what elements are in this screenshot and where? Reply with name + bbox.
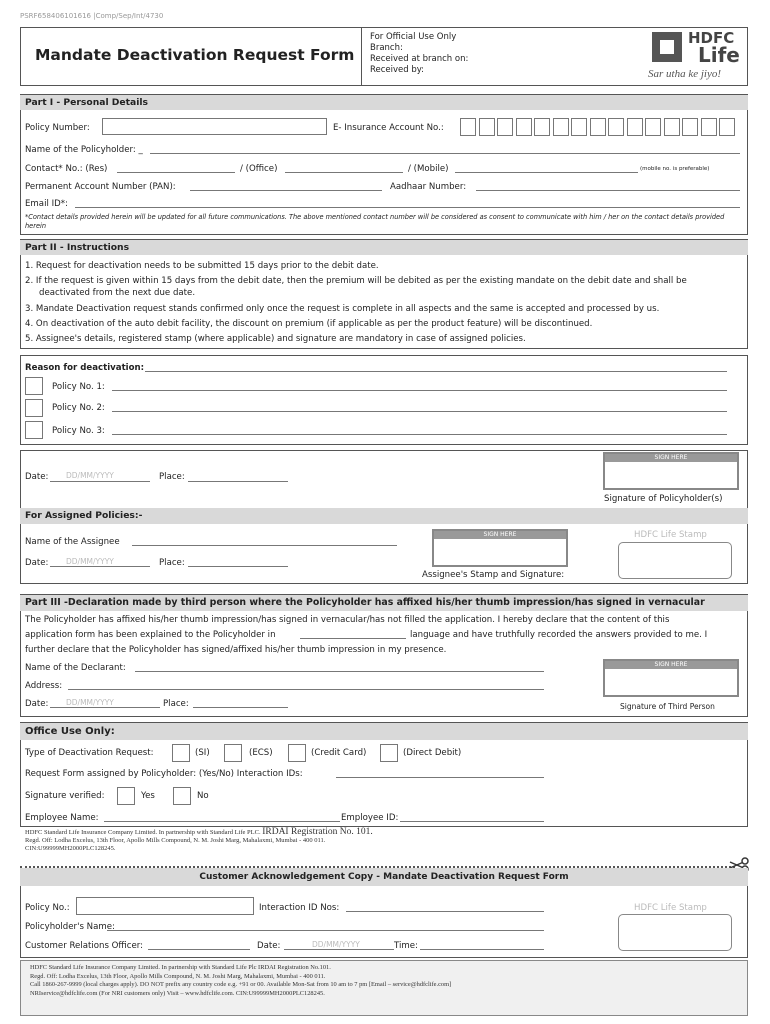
policyholder-name-label: Name of the Policyholder: _	[25, 145, 143, 155]
ack-interaction-label: Interaction ID Nos:	[259, 903, 340, 913]
contact-res-label: Contact* No.: (Res)	[25, 164, 108, 174]
ack-interaction-input[interactable]	[346, 911, 544, 912]
assignee-name-input[interactable]	[132, 545, 397, 546]
einsurance-label: E- Insurance Account No.:	[333, 123, 444, 133]
hdfc-life-logo	[648, 29, 744, 84]
assigned-date-label: Date:	[25, 558, 49, 568]
assigned-policies-heading: For Assigned Policies:-	[20, 508, 748, 524]
einsurance-digit-box[interactable]	[479, 118, 495, 136]
einsurance-digit-box[interactable]	[682, 118, 698, 136]
date-placeholder: DD/MM/YYYY	[66, 471, 114, 480]
footer2-company: HDFC Standard Life Insurance Company Limited. In partnership with Standard Life Plc IRDAI Registration No.101.	[30, 964, 331, 971]
sign-here-label: SIGN HERE	[605, 454, 737, 462]
ack-date-label: Date:	[257, 941, 281, 951]
policyholder-signature-box[interactable]	[603, 452, 739, 490]
logo-square-icon	[652, 32, 682, 62]
received-by-label: Received by:	[370, 65, 425, 75]
email-label: Email ID*:	[25, 199, 68, 209]
policy-3-checkbox[interactable]	[25, 421, 43, 439]
footer-cin: CIN:U99999MH2000PLC128245.	[25, 844, 116, 852]
einsurance-digit-box[interactable]	[571, 118, 587, 136]
einsurance-digit-box[interactable]	[553, 118, 569, 136]
instruction-2: 2. If the request is given within 15 days from the debit date, then the premium will be debited as per the existing mandate on the debit date and shall be	[25, 276, 687, 286]
declarant-name-input[interactable]	[135, 671, 544, 672]
received-on-label: Received at branch on:	[370, 54, 469, 64]
einsurance-digit-box[interactable]	[608, 118, 624, 136]
logo-tagline: Sar utha ke jiyo!	[648, 68, 722, 80]
einsurance-digit-box[interactable]	[701, 118, 717, 136]
einsurance-digit-box[interactable]	[460, 118, 476, 136]
third-person-sign-here-label: SIGN HERE	[605, 661, 737, 669]
ack-holder-name-input[interactable]	[107, 930, 544, 931]
part3-heading: Part III -Declaration made by third person where the Policyholder has affixed his/her thumb impression/has signed in vernacular	[20, 595, 748, 611]
assignee-name-label: Name of the Assignee	[25, 537, 120, 547]
declarant-address-label: Address:	[25, 681, 63, 691]
declarant-place-label: Place:	[163, 699, 189, 709]
footer2-address: Regd. Off: Lodha Excelus, 13th Floor, Apollo Mills Compound, N. M. Joshi Marg, Mahalaxmi, Mumbai - 400 011.	[30, 972, 326, 980]
signature-yes-checkbox[interactable]	[117, 787, 135, 805]
declaration-line-3: further declare that the Policyholder has signed/affixed his/her thumb impression in my presence.	[25, 645, 447, 655]
declarant-date-placeholder: DD/MM/YYYY	[66, 698, 114, 707]
einsurance-digit-box[interactable]	[534, 118, 550, 136]
policy-2-label: Policy No. 2:	[52, 403, 105, 413]
instruction-2-cont: deactivated from the next due date.	[39, 288, 196, 298]
si-checkbox[interactable]	[172, 744, 190, 762]
deactivation-type-label: Type of Deactivation Request:	[25, 748, 154, 758]
employee-id-input[interactable]	[400, 821, 544, 822]
form-title: Mandate Deactivation Request Form	[35, 46, 355, 64]
ack-date-input[interactable]	[284, 949, 394, 950]
signature-no-label: No	[197, 791, 209, 801]
einsurance-digit-box[interactable]	[590, 118, 606, 136]
assigned-stamp-box[interactable]	[618, 542, 732, 579]
acknowledgement-heading: Customer Acknowledgement Copy - Mandate Deactivation Request Form	[20, 868, 748, 886]
employee-name-label: Employee Name:	[25, 813, 99, 823]
assigned-place-input[interactable]	[188, 566, 288, 567]
company-footer	[25, 829, 745, 852]
official-use-title: For Official Use Only	[370, 32, 457, 42]
declaration-line-2a: application form has been explained to the Policyholder in	[25, 630, 276, 640]
einsurance-digit-box[interactable]	[627, 118, 643, 136]
form-reference-code: PSRF658406101616 |Comp/Sep/Int/4730	[20, 12, 164, 20]
assigned-place-label: Place:	[159, 558, 185, 568]
contact-footer	[20, 960, 748, 1016]
ecs-checkbox[interactable]	[224, 744, 242, 762]
part2-heading: Part II - Instructions	[20, 240, 748, 255]
place-label: Place:	[159, 472, 185, 482]
instruction-3: 3. Mandate Deactivation request stands confirmed only once the request is complete in all aspects and the same is accepted and processed by us.	[25, 304, 660, 314]
pan-label: Permanent Account Number (PAN):	[25, 182, 176, 192]
policy-3-label: Policy No. 3:	[52, 426, 105, 436]
logo-life-text: Life	[698, 43, 740, 67]
policy-number-input[interactable]	[102, 118, 327, 135]
instruction-1: 1. Request for deactivation needs to be submitted 15 days prior to the debit date.	[25, 261, 379, 271]
ecs-label: (ECS)	[249, 748, 273, 758]
employee-id-label: Employee ID:	[341, 813, 399, 823]
footer-address: Regd. Off: Lodha Excelus, 13th Floor, Apollo Mills Compound, N. M. Joshi Marg, Mahalaxmi, Mumbai - 400 011.	[25, 836, 326, 844]
third-person-signature-caption: Signature of Third Person	[620, 702, 715, 711]
ack-time-input[interactable]	[420, 949, 544, 950]
declaration-line-2b: language and have truthfully recorded the answers provided to me. I	[410, 630, 708, 640]
aadhaar-label: Aadhaar Number:	[390, 182, 467, 192]
assignee-signature-caption: Assignee's Stamp and Signature:	[422, 570, 565, 580]
footer-company-line: HDFC Standard Life Insurance Company Limited. In partnership with Standard Life PLC.	[25, 829, 261, 836]
einsurance-digit-box[interactable]	[645, 118, 661, 136]
ack-stamp-label: HDFC Life Stamp	[634, 903, 707, 913]
footer2-nri: NRIservice@hdfclife.com (For NRI customers only) Visit – www.hdfclife.com. CIN:U99999MH2000PLC128245.	[30, 989, 325, 997]
part3-section	[20, 594, 748, 717]
footer2-callcenter: Call 1860-267-9999 (local charges apply). DO NOT prefix any country code e.g. +91 or 00. Available Mon-Sat from 10 am to 7 pm [Email – service@hdfclife.com]	[30, 981, 452, 988]
place-input[interactable]	[188, 481, 288, 482]
title-box	[20, 27, 362, 86]
credit-card-label: (Credit Card)	[311, 748, 367, 758]
assignee-sign-here-label: SIGN HERE	[434, 531, 566, 539]
direct-debit-label: (Direct Debit)	[403, 748, 462, 758]
ack-date-placeholder: DD/MM/YYYY	[312, 940, 360, 949]
ack-policy-no-label: Policy No.:	[25, 903, 70, 913]
declarant-date-input[interactable]	[50, 707, 160, 708]
einsurance-digit-box[interactable]	[719, 118, 735, 136]
language-input[interactable]	[300, 638, 406, 639]
logo-hdfc-text: HDFC	[688, 29, 735, 47]
direct-debit-checkbox[interactable]	[380, 744, 398, 762]
date-label: Date:	[25, 472, 49, 482]
credit-card-checkbox[interactable]	[288, 744, 306, 762]
assignee-signature-box[interactable]	[432, 529, 568, 567]
ack-time-label: Time:	[394, 941, 418, 951]
interaction-ids-input[interactable]	[336, 777, 544, 778]
policy-1-checkbox[interactable]	[25, 377, 43, 395]
declarant-date-label: Date:	[25, 699, 49, 709]
einsurance-digit-box[interactable]	[664, 118, 680, 136]
declarant-address-input[interactable]	[68, 689, 544, 690]
policy-number-label: Policy Number:	[25, 123, 90, 133]
footer-irdai-registration: IRDAI Registration No. 101.	[262, 827, 373, 837]
reason-label: Reason for deactivation:	[25, 363, 145, 373]
signature-yes-label: Yes	[141, 791, 155, 801]
ack-officer-label: Customer Relations Officer:	[25, 941, 144, 951]
assigned-stamp-label: HDFC Life Stamp	[634, 530, 707, 540]
ack-officer-input[interactable]	[148, 949, 250, 950]
policyholder-signature-caption: Signature of Policyholder(s)	[604, 494, 723, 504]
einsurance-digit-box[interactable]	[516, 118, 532, 136]
ack-holder-name-label: Policyholder's Name:	[25, 922, 115, 932]
ack-policy-no-input[interactable]	[76, 897, 254, 915]
contact-mobile-label: / (Mobile)	[408, 164, 449, 174]
policy-1-label: Policy No. 1:	[52, 382, 105, 392]
declarant-name-label: Name of the Declarant:	[25, 663, 126, 673]
part1-heading: Part I - Personal Details	[20, 95, 748, 110]
signature-verified-label: Signature verified:	[25, 791, 105, 801]
assigned-date-placeholder: DD/MM/YYYY	[66, 557, 114, 566]
declaration-line-1: The Policyholder has affixed his/her thumb impression/has signed in vernacular/has not filled the application. I hereby declare that the content of this	[25, 615, 670, 625]
si-label: (SI)	[195, 748, 210, 758]
signature-no-checkbox[interactable]	[173, 787, 191, 805]
contact-consent-note: *Contact details provided herein will be updated for all future communications. The above mentioned contact number will be considered as consent to communicate with him / her on the contact details provided herein	[25, 213, 725, 230]
policy-2-checkbox[interactable]	[25, 399, 43, 417]
declarant-place-input[interactable]	[193, 707, 288, 708]
instruction-4: 4. On deactivation of the auto debit facility, the discount on premium (if applicable as per the product feature) will be discontinued.	[25, 319, 593, 329]
instruction-5: 5. Assignee's details, registered stamp (where applicable) and signature are mandatory in case of assigned policies.	[25, 334, 526, 344]
mobile-note: (mobile no. is preferable)	[640, 166, 710, 172]
ack-stamp-box[interactable]	[618, 914, 732, 951]
assigned-date-input[interactable]	[50, 566, 150, 567]
assigned-by-label: Request Form assigned by Policyholder: (Yes/No) Interaction IDs:	[25, 769, 303, 779]
contact-office-label: / (Office)	[240, 164, 278, 174]
employee-name-input[interactable]	[104, 821, 340, 822]
third-person-signature-box[interactable]	[603, 659, 739, 697]
einsurance-digit-box[interactable]	[497, 118, 513, 136]
branch-label: Branch:	[370, 43, 403, 53]
date-input[interactable]	[50, 481, 150, 482]
office-use-heading: Office Use Only:	[20, 723, 748, 740]
